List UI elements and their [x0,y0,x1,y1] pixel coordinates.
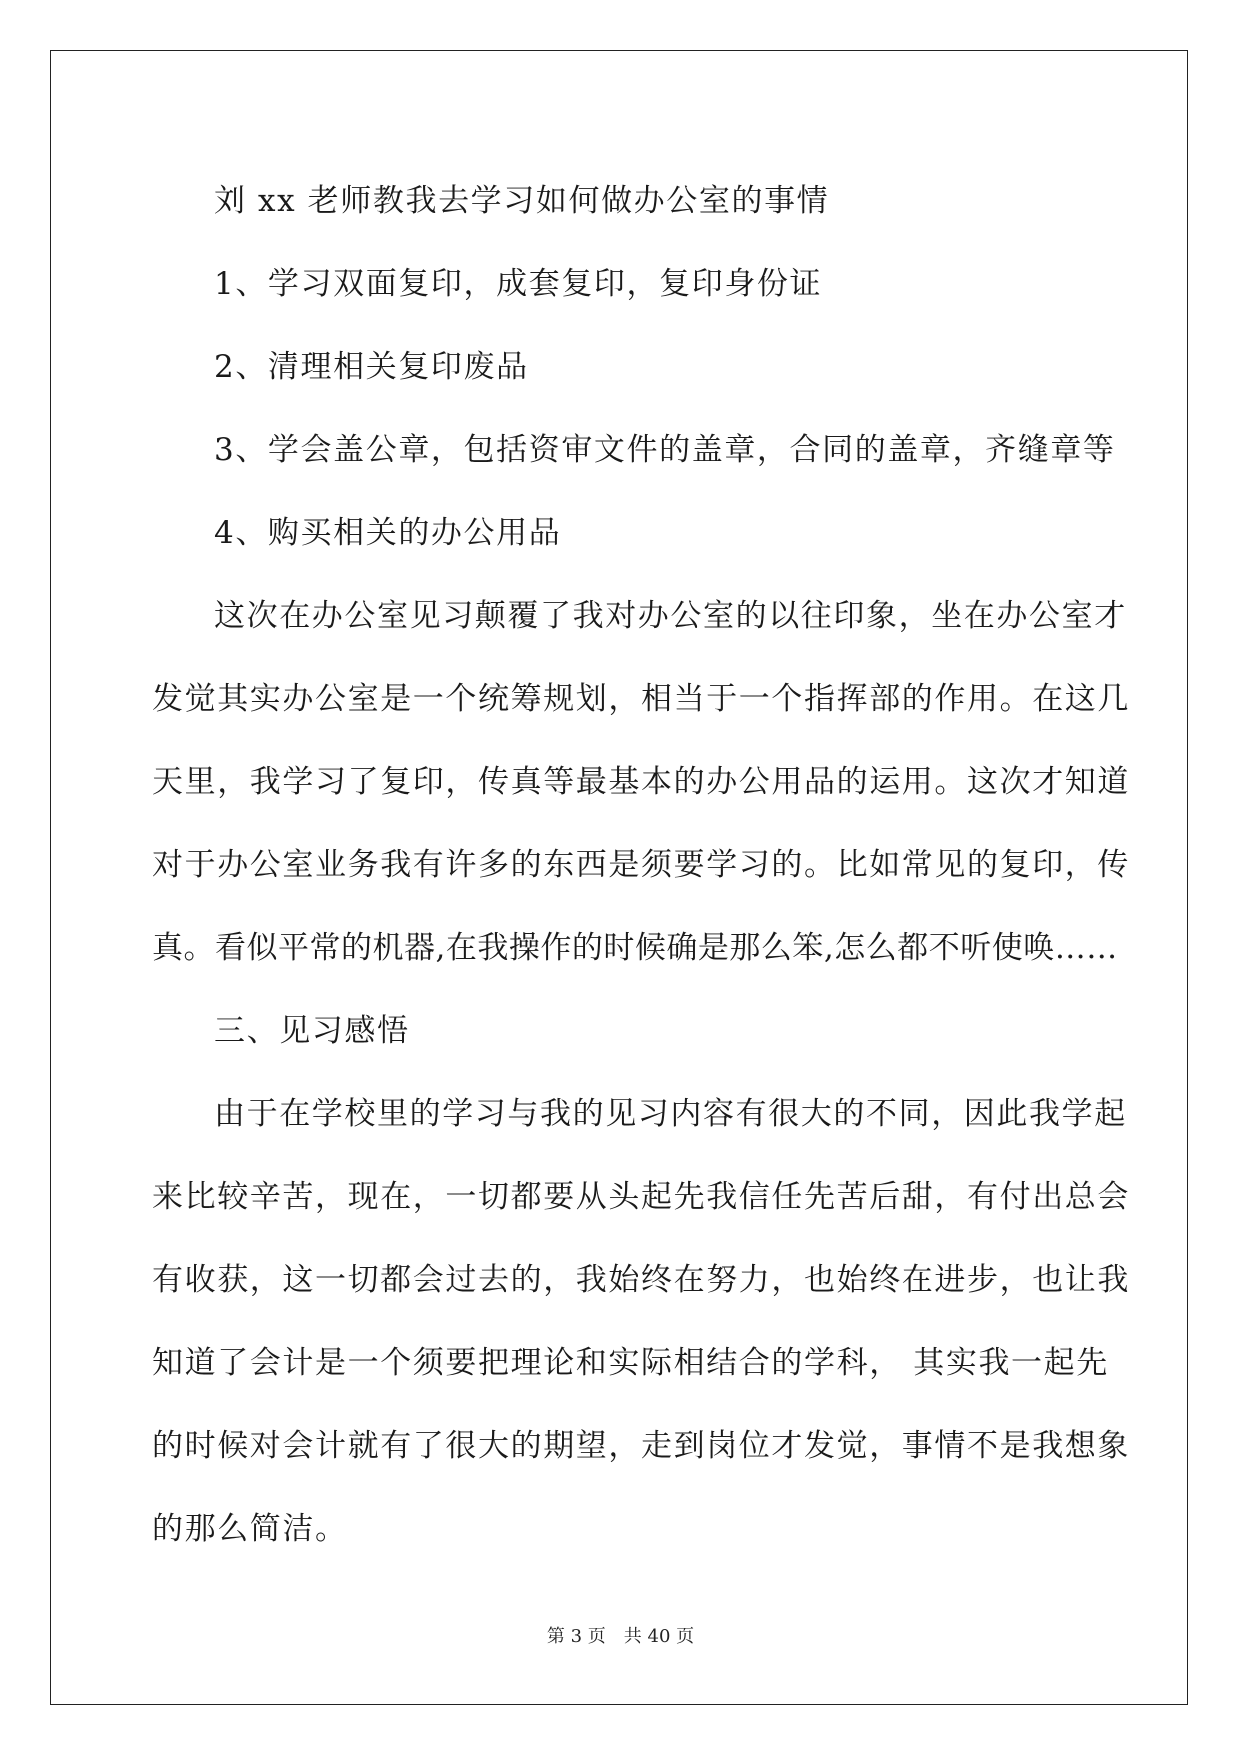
list-item-4: 4、购买相关的办公用品 [214,515,562,551]
list-item-3: 3、学会盖公章，包括资审文件的盖章，合同的盖章，齐缝章等 [214,432,1116,468]
document-body [152,160,1130,1571]
paragraph-line: 真。看似平常的机器,在我操作的时候确是那么笨,怎么都不听使唤…… [152,930,1118,966]
total-pages: 共 40 页 [623,1626,695,1647]
paragraph-line: 来比较辛苦，现在，一切都要从头起先我信任先苦后甜，有付出总会 [152,1179,1130,1215]
paragraph-line: 的那么简洁。 [152,1511,348,1547]
paragraph-line: 对于办公室业务我有许多的东西是须要学习的。比如常见的复印，传 [152,847,1130,883]
paragraph-line: 天里，我学习了复印，传真等最基本的办公用品的运用。这次才知道 [152,764,1130,800]
paragraph-line: 刘 xx 老师教我去学习如何做办公室的事情 [214,183,830,219]
paragraph-line: 这次在办公室见习颠覆了我对办公室的以往印象，坐在办公室才 [214,598,1127,634]
paragraph-line: 有收获，这一切都会过去的，我始终在努力，也始终在进步，也让我 [152,1262,1130,1298]
page-number: 第 3 页 [546,1626,606,1647]
section-heading: 三、见习感悟 [214,1013,410,1049]
paragraph-line: 知道了会计是一个须要把理论和实际相结合的学科， 其实我一起先 [152,1345,1109,1381]
paragraph-line: 由于在学校里的学习与我的见习内容有很大的不同，因此我学起 [214,1096,1127,1132]
page-footer [0,1622,1241,1648]
paragraph-line: 发觉其实办公室是一个统筹规划，相当于一个指挥部的作用。在这几 [152,681,1130,717]
list-item-2: 2、清理相关复印废品 [214,349,529,385]
list-item-1: 1、学习双面复印，成套复印，复印身份证 [214,266,823,302]
paragraph-line: 的时候对会计就有了很大的期望，走到岗位才发觉，事情不是我想象 [152,1428,1130,1464]
